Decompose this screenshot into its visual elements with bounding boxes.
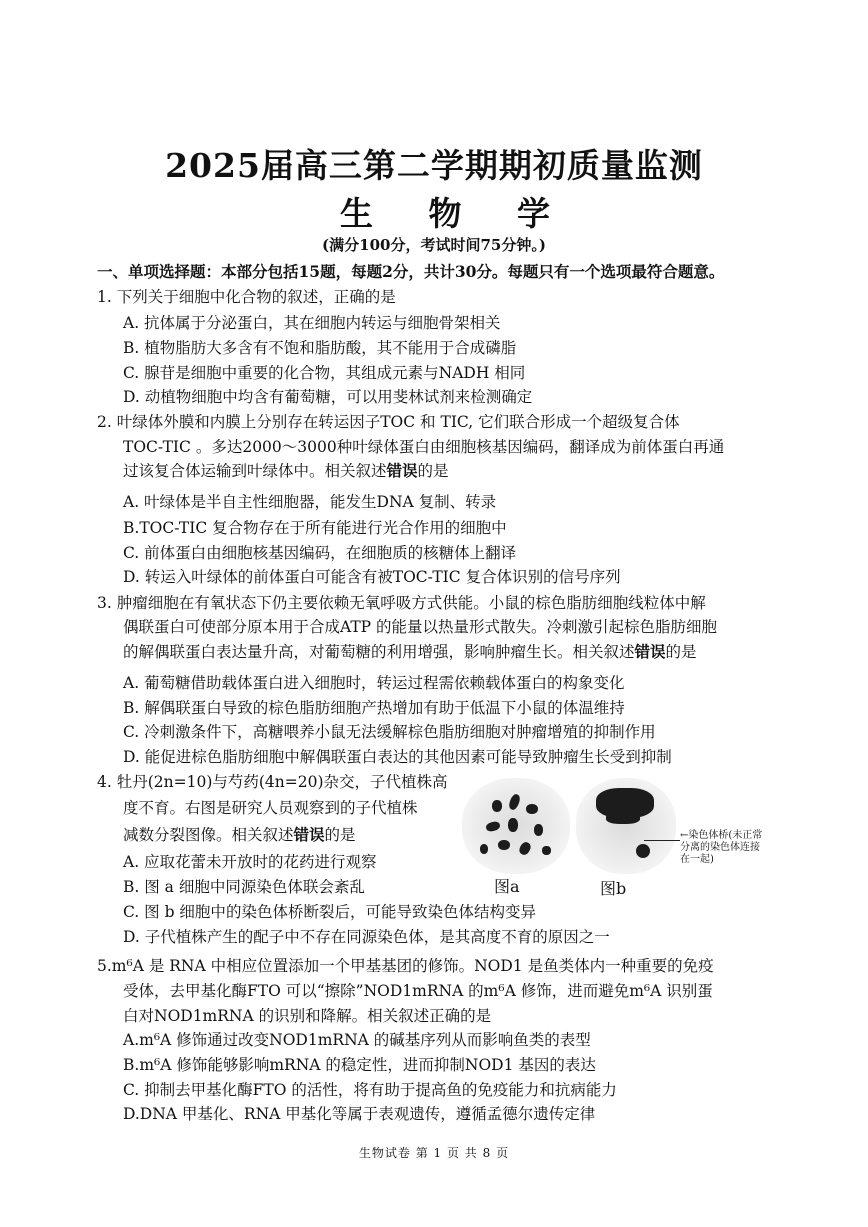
question-3-option-b: B. 解偶联蛋白导致的棕色脂肪细胞产热增加有助于低温下小鼠的体温维持 bbox=[123, 699, 625, 717]
question-4-option-d: D. 子代植株产生的配子中不存在同源染色体，是其高度不育的原因之一 bbox=[123, 928, 610, 946]
question-1-option-d: D. 动植物细胞中均含有葡萄糖，可以用斐林试剂来检测确定 bbox=[123, 388, 533, 406]
question-5-option-c: C. 抑制去甲基化酶FTO 的活性，将有助于提高鱼的免疫能力和抗病能力 bbox=[123, 1081, 617, 1099]
question-3-stem-line-3 bbox=[123, 642, 697, 662]
question-5-option-b: B.m⁶A 修饰能够影响mRNA 的稳定性，进而抑制NOD1 基因的表达 bbox=[123, 1056, 596, 1074]
annotation-pointer bbox=[644, 840, 680, 841]
question-2-option-d: D. 转运入叶绿体的前体蛋白可能含有被TOC-TIC 复合体识别的信号序列 bbox=[123, 568, 621, 586]
question-4-stem-line-1: 4. 牡丹(2n=10)与芍药(4n=20)杂交，子代植株高 bbox=[97, 773, 448, 791]
question-4-option-c: C. 图 b 细胞中的染色体桥断裂后，可能导致染色体结构变异 bbox=[123, 903, 536, 921]
question-3-option-a: A. 葡萄糖借助载体蛋白进入细胞时，转运过程需依赖载体蛋白的构象变化 bbox=[123, 674, 625, 692]
question-2-stem-line-3 bbox=[123, 461, 449, 481]
stem-emphasis: 错误 bbox=[386, 461, 418, 480]
section-heading: 一、单项选择题：本部分包括15题，每题2分，共计30分。每题只有一个选项最符合题意。 bbox=[97, 262, 725, 281]
chromosome-bridge-annotation: ←染色体桥(未正常分离的染色体连接在一起) bbox=[680, 830, 763, 865]
page-footer: 生物试卷 第 1 页 共 8 页 bbox=[358, 1146, 510, 1160]
question-2-option-a: A. 叶绿体是半自主性细胞器，能发生DNA 复制、转录 bbox=[123, 493, 497, 511]
exam-title: 2025届高三第二学期期初质量监测 bbox=[165, 146, 703, 185]
question-4-stem-line-2: 度不育。右图是研究人员观察到的子代植株 bbox=[123, 799, 418, 817]
subject-title: 生 物 学 bbox=[340, 194, 572, 233]
question-3-stem-line-2: 偶联蛋白可使部分原本用于合成ATP 的能量以热量形式散失。冷刺激引起棕色脂肪细胞 bbox=[123, 618, 718, 636]
question-1-option-b: B. 植物脂肪大多含有不饱和脂肪酸，其不能用于合成磷脂 bbox=[123, 339, 517, 357]
question-3-option-d: D. 能促进棕色脂肪细胞中解偶联蛋白表达的其他因素可能导致肿瘤生长受到抑制 bbox=[123, 748, 672, 766]
stem-emphasis: 错误 bbox=[293, 825, 325, 844]
question-3-stem-line-1: 3. 肿瘤细胞在有氧状态下仍主要依赖无氧呼吸方式供能。小鼠的棕色脂肪细胞线粒体中解 bbox=[97, 594, 706, 612]
question-5-stem-line-3: 白对NOD1mRNA 的识别和降解。相关叙述正确的是 bbox=[123, 1007, 492, 1025]
question-1-option-c: C. 腺苷是细胞中重要的化合物，其组成元素与NADH 相同 bbox=[123, 364, 526, 382]
question-3-option-c: C. 冷刺激条件下，高糖喂养小鼠无法缓解棕色脂肪细胞对肿瘤增殖的抑制作用 bbox=[123, 723, 656, 741]
question-5-option-d: D.DNA 甲基化、RNA 甲基化等属于表观遗传，遵循孟德尔遗传定律 bbox=[123, 1105, 596, 1123]
question-1-stem: 1. 下列关于细胞中化合物的叙述，正确的是 bbox=[97, 288, 396, 306]
micrograph-b bbox=[576, 778, 676, 874]
question-5-stem-line-1: 5.m⁶A 是 RNA 中相应位置添加一个甲基基团的修饰。NOD1 是鱼类体内一种重要的免疫 bbox=[97, 957, 714, 975]
question-5-option-a: A.m⁶A 修饰通过改变NOD1mRNA 的碱基序列从而影响鱼类的表型 bbox=[123, 1031, 591, 1049]
question-4-option-a: A. 应取花蕾未开放时的花药进行观察 bbox=[123, 853, 377, 871]
meiosis-figure bbox=[458, 770, 763, 898]
stem-tail: 的是 bbox=[665, 643, 697, 661]
question-1-option-a: A. 抗体属于分泌蛋白，其在细胞内转运与细胞骨架相关 bbox=[123, 314, 501, 332]
question-4-option-b: B. 图 a 细胞中同源染色体联会紊乱 bbox=[123, 878, 365, 896]
question-2-option-c: C. 前体蛋白由细胞核基因编码，在细胞质的核糖体上翻译 bbox=[123, 544, 517, 562]
figure-label-b: 图b bbox=[600, 879, 627, 898]
stem-tail: 的是 bbox=[324, 826, 356, 844]
question-4-stem-line-3 bbox=[123, 825, 356, 845]
question-2-stem-line-2: TOC-TIC 。多达2000～3000种叶绿体蛋白由细胞核基因编码，翻译成为前体蛋白再通 bbox=[123, 438, 725, 456]
question-2-stem-line-1: 2. 叶绿体外膜和内膜上分别存在转运因子TOC 和 TIC, 它们联合形成一个超级复合体 bbox=[97, 413, 680, 431]
stem-tail: 的是 bbox=[417, 462, 449, 480]
question-5-stem-line-2: 受体，去甲基化酶FTO 可以“擦除”NOD1mRNA 的m⁶A 修饰，进而避免m⁶A 识别蛋 bbox=[123, 982, 713, 1000]
stem-emphasis: 错误 bbox=[634, 642, 666, 661]
stem-text: 过该复合体运输到叶绿体中。相关叙述 bbox=[123, 462, 387, 480]
figure-label-a: 图a bbox=[494, 877, 520, 896]
exam-note: (满分100分，考试时间75分钟。) bbox=[322, 236, 546, 254]
stem-text: 的解偶联蛋白表达量升高，对葡萄糖的利用增强，影响肿瘤生长。相关叙述 bbox=[123, 643, 635, 661]
question-2-option-b: B.TOC-TIC 复合物存在于所有能进行光合作用的细胞中 bbox=[123, 519, 507, 537]
micrograph-a bbox=[462, 778, 570, 874]
stem-text: 减数分裂图像。相关叙述 bbox=[123, 826, 294, 844]
